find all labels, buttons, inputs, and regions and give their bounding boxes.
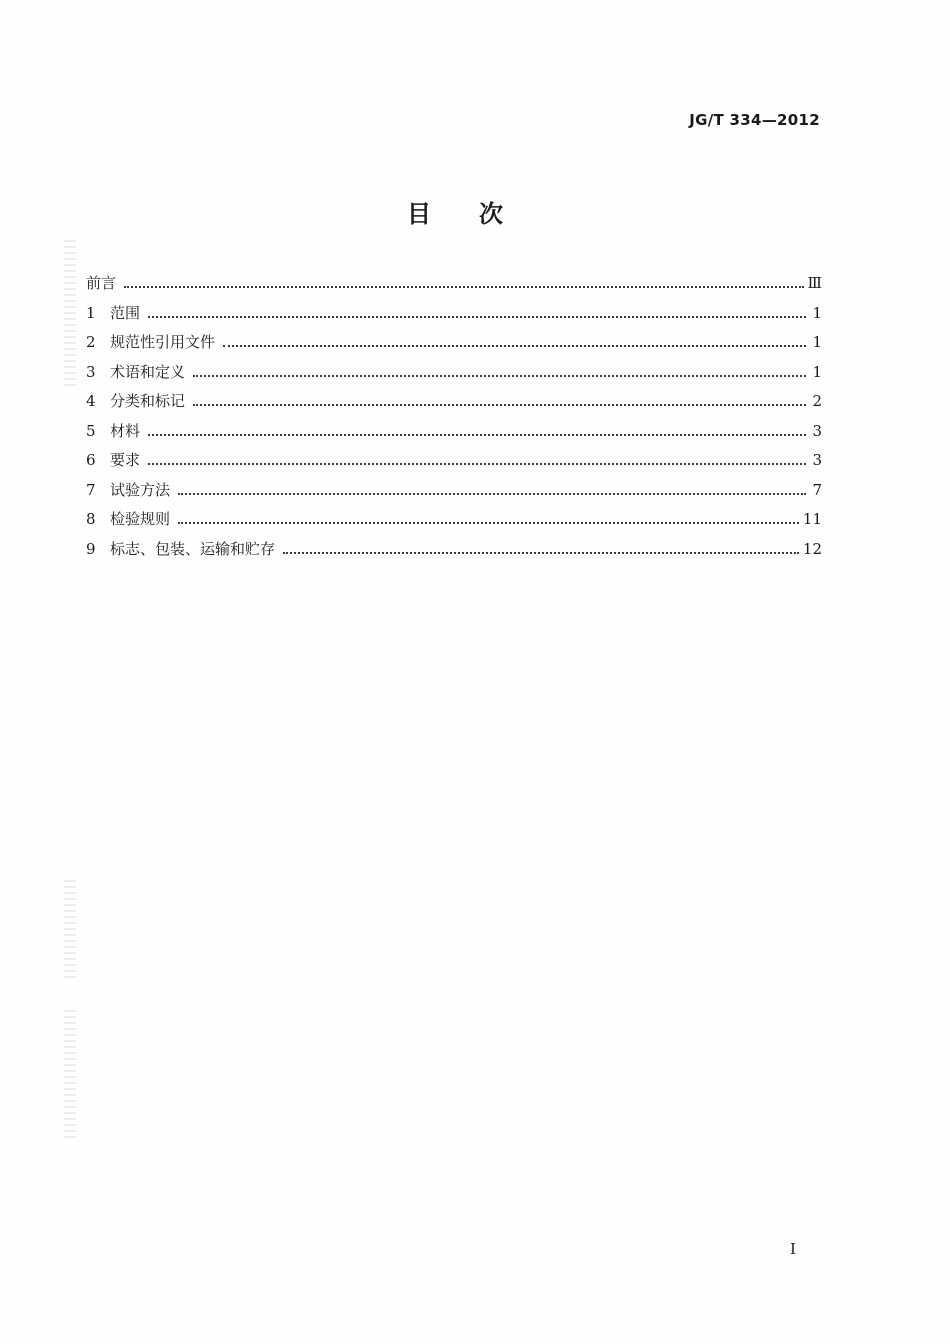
toc-entry-label: 规范性引用文件 (110, 333, 216, 351)
toc-entry-number: 4 (86, 392, 96, 410)
toc-entry[interactable] (86, 301, 822, 331)
toc-entry[interactable] (86, 271, 822, 301)
toc-entry-number: 5 (86, 421, 96, 440)
scan-edge-mark (64, 1010, 76, 1140)
toc-leader-dots (124, 285, 804, 288)
table-of-contents (86, 271, 822, 566)
toc-leader-dots (148, 433, 806, 436)
toc-entry-page: Ⅲ (807, 274, 822, 292)
toc-entry-label: 检验规则 (110, 510, 171, 528)
toc-entry[interactable] (86, 448, 822, 478)
toc-entry-label: 范围 (110, 303, 141, 322)
toc-entry[interactable] (86, 360, 822, 390)
toc-entry-label: 要求 (110, 451, 141, 469)
toc-entry-number: 3 (86, 362, 96, 381)
toc-entry[interactable] (86, 419, 822, 449)
toc-entry[interactable] (86, 478, 822, 508)
scan-edge-mark (64, 880, 76, 980)
toc-entry-page: 12 (802, 539, 822, 558)
toc-leader-dots (148, 462, 806, 465)
toc-entry-label: 材料 (110, 421, 141, 440)
toc-entry-page: 1 (812, 333, 822, 351)
toc-title: 目次 (407, 200, 551, 228)
toc-entry[interactable] (86, 389, 822, 419)
toc-leader-dots (283, 551, 799, 554)
toc-entry[interactable] (86, 507, 822, 537)
toc-entry-page: 3 (812, 451, 822, 469)
toc-leader-dots (223, 344, 806, 347)
toc-entry-page: 2 (812, 392, 822, 410)
toc-leader-dots (178, 521, 799, 524)
toc-entry-page: 11 (802, 510, 822, 528)
toc-entry-label: 试验方法 (110, 480, 171, 499)
toc-entry-number: 9 (86, 539, 96, 558)
toc-entry[interactable] (86, 537, 822, 567)
toc-entry-number: 2 (86, 333, 96, 351)
toc-entry-page: 1 (812, 303, 822, 322)
toc-leader-dots (178, 492, 806, 495)
toc-entry-number: 7 (86, 480, 96, 499)
scan-edge-mark (64, 240, 76, 390)
toc-leader-dots (193, 403, 806, 406)
toc-entry-label: 术语和定义 (110, 362, 186, 381)
toc-leader-dots (193, 374, 806, 377)
toc-leader-dots (148, 315, 806, 318)
toc-entry-label: 分类和标记 (110, 392, 186, 410)
toc-entry-page: 1 (812, 362, 822, 381)
standard-code: JG/T 334—2012 (689, 111, 820, 129)
page-number: Ⅰ (790, 1240, 796, 1258)
toc-entry-label: 前言 (86, 274, 117, 292)
toc-entry-page: 7 (812, 480, 822, 499)
toc-entry-page: 3 (812, 421, 822, 440)
toc-entry-label: 标志、包装、运输和贮存 (110, 539, 276, 558)
toc-entry-number: 1 (86, 303, 96, 322)
toc-entry-number: 8 (86, 510, 96, 528)
toc-entry[interactable] (86, 330, 822, 360)
toc-entry-number: 6 (86, 451, 96, 469)
